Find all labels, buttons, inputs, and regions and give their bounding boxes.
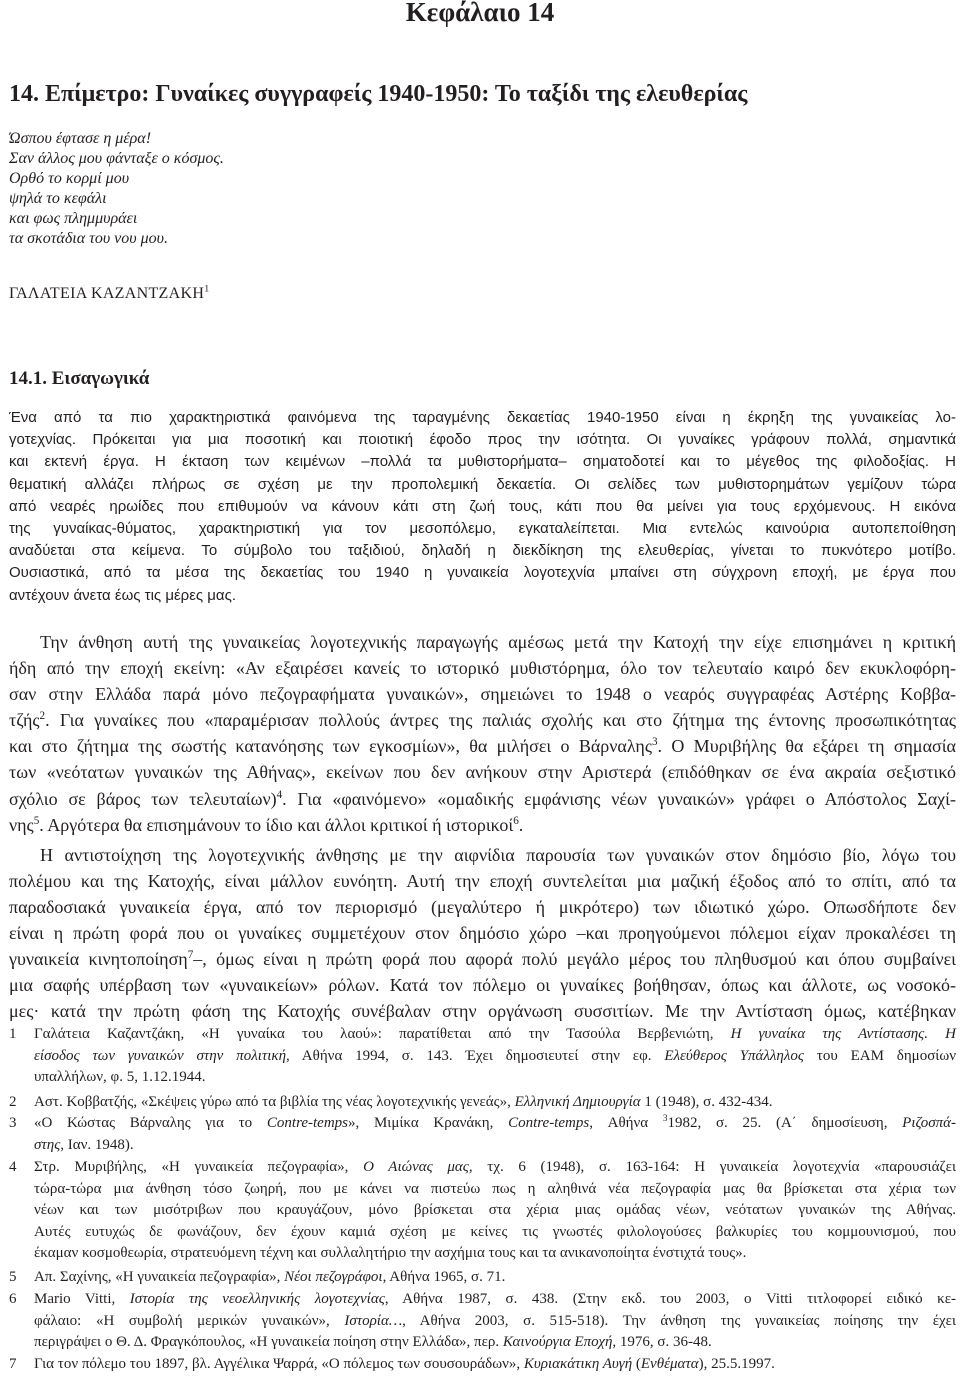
text-span: νης xyxy=(9,814,34,835)
italic-title: Ελεύθερος Υπάλληλος xyxy=(664,1047,804,1064)
text-span: ( xyxy=(632,1356,641,1372)
epigraph-author-name: ΓΑΛΑΤΕΙΑ ΚΑΖΑΝΤΖΑΚΗ xyxy=(9,285,205,302)
italic-title: Κυριακάτικη Αυγή xyxy=(523,1356,633,1372)
italic-title: Ενθέματα xyxy=(640,1356,699,1372)
text-span: , τχ. 6 (1948), σ. 163-164: Η γυναικεία λογοτεχνία «παρουσιάζει xyxy=(468,1159,956,1175)
text-span: 1 (1948), σ. 432-434. xyxy=(640,1094,773,1110)
footnote-ref[interactable]: 5 xyxy=(33,814,40,827)
text-line xyxy=(9,786,956,812)
footnote-text xyxy=(34,1113,956,1156)
text-span: , 1976, σ. 36-48. xyxy=(612,1334,712,1350)
footnote-number: 6 xyxy=(9,1291,17,1307)
text-span: . Αργότερα θα επισημάνουν το ίδιο και άλλοι κριτικοί ή ιστορικοί xyxy=(39,814,514,835)
footnote xyxy=(9,1113,956,1156)
text-line: μες· κατά την πρώτη φάση της Κατοχής συνέβαλαν στην οργάνωση συσσιτίων. Με την Αντίσταση όμως, κατέβηκαν xyxy=(9,1001,956,1022)
text-span: ), 25.5.1997. xyxy=(698,1356,775,1372)
text-span: , Αθήνα 1994, σ. 143. Έχει δημοσιευτεί στην εφ. xyxy=(286,1047,665,1064)
italic-title: Ιστορία… xyxy=(344,1312,403,1329)
text-span: σχόλιο σε βάρος των τελευταίων) xyxy=(9,788,277,809)
italic-title: Ο Αιώνας μας xyxy=(363,1159,469,1175)
text-line: από νεαρές ηρωίδες που επιθυμούν να κάνουν κάτι στη ζωή τους, κάτι που θα μείνει για τους ερχόμενους. Η εικόνα xyxy=(9,497,956,515)
text-line: νέων και των μισότριβων που κραυγάζουν, μόνο βρίσκεται στα χέρια μιας ομάδας νέων, νεότατων γυναικών της Αθήνας. xyxy=(34,1202,956,1218)
italic-title: Ριζοσπά- xyxy=(902,1115,956,1131)
text-span: », Μιμίκα Κρανάκη, xyxy=(348,1115,509,1131)
text-line: Ένα από τα πιο χαρακτηριστικά φαινόμενα της ταραγμένης δεκαετίας 1940-1950 είναι η έκρηξη της γυναικείας λο- xyxy=(9,409,956,426)
footnote xyxy=(9,1289,956,1354)
text-line xyxy=(34,1332,956,1354)
text-span: Απ. Σαχίνης, «Η γυναικεία πεζογραφία», xyxy=(34,1269,285,1285)
epigraph xyxy=(9,129,224,249)
text-span: –, όμως είναι η πρώτη φορά που αφορά πολύ μεγάλο μέρος του πληθυσμού και όπου συμβαίνει xyxy=(193,949,957,970)
footnote-text xyxy=(34,1354,956,1376)
text-line: παραδοσιακά γυναικεία έργα, από τον περιορισμό (μεγαλύτερο ή μικρότερο) των ιδιωτικό χώρο. Οπωσδήποτε δεν xyxy=(9,896,956,917)
text-line xyxy=(9,707,956,733)
text-line xyxy=(34,1092,956,1114)
italic-title: Νέοι πεζογράφοι xyxy=(284,1269,383,1285)
footnote-ref[interactable]: 2 xyxy=(39,710,46,723)
text-line xyxy=(34,1289,956,1311)
text-line: μια σαφής υπέρβαση των «γυναικείων» ρόλων. Κατά τον πόλεμο οι γυναίκες βοήθησαν, όπως και άλλοτε, ως νοσοκό- xyxy=(9,975,956,996)
text-span: φάλαιο: «Η συμβολή μερικών γυναικών», xyxy=(34,1312,345,1329)
footnote xyxy=(9,1354,956,1376)
chapter-title: Κεφάλαιο 14 xyxy=(405,0,555,27)
footnote xyxy=(9,1092,956,1114)
italic-title: Η γυναίκα της Αντίστασης. Η xyxy=(730,1026,957,1042)
footnote xyxy=(9,1024,956,1089)
edition-superscript: 3 xyxy=(662,1114,668,1124)
italic-title: Καινούργια Εποχή xyxy=(502,1334,613,1350)
footnote-ref[interactable]: 1 xyxy=(204,283,210,295)
text-line: είναι η πρώτη φορά που οι γυναίκες συμμετέχουν στον δημόσιο χώρο –και προηγούμενοι πόλεμοι είχαν προκαλέσει τη xyxy=(9,923,956,944)
text-line: αντέχουν άνετα έως τις μέρες μας. xyxy=(9,586,236,604)
epigraph-line: ψηλά το κεφάλι xyxy=(9,190,107,207)
text-span: Γαλάτεια Καζαντζάκη, «Η γυναίκα του λαού»: παρατίθεται από την Τασούλα Βερβενιώτη, xyxy=(34,1026,731,1042)
text-line: αναδύεται στα κείμενα. Το σύμβολο του ταξιδιού, δηλαδή η διεκδίκηση της ελευθερίας, γίνεται το πυκνότερο μοτίβο. xyxy=(9,542,956,560)
text-line xyxy=(34,1354,956,1376)
text-line: γοτεχνίας. Πρόκειται για μια ποσοτική και ποιοτική έφοδο προς την ισότητα. Οι γυναίκες γράφουν πολλά, σημαντικά xyxy=(9,431,956,449)
text-line: Την άνθηση αυτή της γυναικείας λογοτεχνικής παραγωγής αμέσως μετά την Κατοχή την είχε επισημάνει η κριτική xyxy=(40,632,956,652)
italic-title: Contre-temps xyxy=(266,1115,348,1131)
footnote-ref[interactable]: 3 xyxy=(651,736,658,749)
text-line: θεματική αλλάζει πλήρως σε σχέση με την προπολεμική δεκαετία. Οι σελίδες των μυθιστορημάτων γεμίζουν τώρα xyxy=(9,475,956,493)
text-line xyxy=(34,1267,956,1289)
text-line: υπαλλήλων, φ. 5, 1.12.1944. xyxy=(34,1069,206,1085)
text-line xyxy=(9,946,956,972)
epigraph-line: και φως πλημμυράει xyxy=(9,210,138,227)
footnote-number: 3 xyxy=(9,1115,17,1131)
text-span: τζής xyxy=(9,710,40,731)
text-span: και στο ζήτημα της σωστής κατανόησης των εγκοσμίων», θα μιλήσει ο Βάρναλης xyxy=(9,736,652,757)
footnote-ref[interactable]: 7 xyxy=(187,949,194,962)
text-line xyxy=(34,1157,956,1179)
italic-title: στης xyxy=(34,1136,61,1153)
text-span: . Για «φαινόμενο» «ομαδικής εμφάνισης νέων γυναικών» γράφει ο Απόστολος Σαχί- xyxy=(282,788,956,809)
text-span: Για τον πόλεμο του 1897, βλ. Αγγέλικα Ψαρρά, «Ο πόλεμος των σουσουράδων», xyxy=(34,1356,524,1372)
text-span: , Αθήνα 2003, σ. 515-518). Την άνθηση της γυναικείας ποίησης την έχει xyxy=(402,1312,956,1329)
footnote-number: 1 xyxy=(9,1026,17,1042)
text-line xyxy=(34,1135,956,1157)
footnote-number: 5 xyxy=(9,1269,17,1285)
text-line xyxy=(34,1113,956,1135)
text-span: . Για γυναίκες που «παραμέρισαν πολλούς άντρες της παλιάς σχολής και στο ζήτημα της έντονης προσωπικότητας xyxy=(45,710,956,731)
text-line: έκαμαν κοσμοθεωρία, στρατευόμενη τέχνη και συλλαλητήριο την ασχήμια τους και τα ανικανοποίητα ένστιχτά τους». xyxy=(34,1245,747,1261)
text-span: , Αθήνα xyxy=(589,1115,663,1131)
footnote-text xyxy=(34,1092,956,1114)
text-line: πολέμου και της Κατοχής, είναι μάλλον ευνόητη. Αυτή την εποχή συντελείται μια μαζική έξοδος από το σπίτι, από τα xyxy=(9,870,956,891)
text-line: Η αντιστοίχηση της λογοτεχνικής άνθησης με την αιφνίδια παρουσία των γυναικών στον δημόσιο βίο, λόγω του xyxy=(40,844,956,865)
text-line: τώρα-τώρα μια άνθηση τόσο ζωηρή, που με κάνει να πιστεύω πως η αληθινά νέα πεζογραφία μας θα βρίσκεται στα χέρια των xyxy=(34,1180,956,1197)
italic-title: Ιστορία της νεοελληνικής λογοτεχνίας xyxy=(129,1291,385,1307)
footnote-number: 2 xyxy=(9,1094,17,1110)
text-line: Αυτές ευτυχώς δε φωνάζουν, δεν έχουν καμιά σχέση με κείνες τις γνωστές φιλολογούσες βαλκυρίες του κομμουνισμού, που xyxy=(34,1223,956,1240)
section-title: 14. Επίμετρο: Γυναίκες συγγραφείς 1940-1950: Το ταξίδι της ελευθερίας xyxy=(9,81,748,107)
text-span: , Αθήνα 1987, σ. 438. (Στην εκδ. του 2003, ο Vitti τιτλοφορεί ειδικό κε- xyxy=(384,1291,956,1307)
text-line: και εκτενή έργα. Η έκταση των κειμένων –πολλά τα μυθιστορήματα– σηματοδοτεί και το μέγεθος της φιλοδοξίας. Η xyxy=(9,453,956,471)
epigraph-line: Ορθό το κορμί μου xyxy=(9,170,130,187)
footnote-ref[interactable]: 4 xyxy=(276,788,283,801)
text-line xyxy=(34,1024,956,1046)
text-span: Αστ. Κοββατζής, «Σκέψεις γύρω από τα βιβλία της νέας λογοτεχνικής γενεάς», xyxy=(34,1094,515,1110)
italic-title: Contre-temps xyxy=(508,1115,590,1131)
text-span: γυναικεία κινητοποίηση xyxy=(9,949,188,970)
text-line: της γυναίκας-θύματος, χαρακτηριστική για τον μεσοπόλεμο, εγκαταλείπεται. Μια εντελώς καινούρια αυτοπεποίθηση xyxy=(9,520,956,538)
text-line: Ουσιαστικά, από τα μέσα της δεκαετίας του 1940 η γυναικεία λογοτεχνία μπαίνει στη σύγχρονη εποχή, με έργα που xyxy=(9,564,956,582)
italic-title: Ελληνική Δημιουργία xyxy=(514,1094,641,1110)
footnote-number: 7 xyxy=(9,1356,17,1372)
text-line: ήδη από την εποχή εκείνη: «Αν εξαιρέσει κανείς το ιστορικό μυθιστόρημα, όλο τον τελευταίο καιρό δεν εκυκλοφόρη- xyxy=(9,658,956,679)
subsection-title: 14.1. Εισαγωγικά xyxy=(9,368,150,389)
footnote xyxy=(9,1157,956,1265)
footnote-number: 4 xyxy=(9,1159,17,1175)
epigraph-line: Σαν άλλος μου φάνταξε ο κόσμος. xyxy=(9,150,224,167)
epigraph-line: τα σκοτάδια του νου μου. xyxy=(9,230,168,247)
text-line: των «νεότατων γυναικών της Αθήνας», εκείνων που δεν ανήκουν στην Αριστερά (επιδόθηκαν σε ένα ακραία σεξιστικό xyxy=(9,762,956,783)
text-span: Mario Vitti, xyxy=(34,1291,130,1307)
footnote xyxy=(9,1267,956,1289)
footnote-ref[interactable]: 6 xyxy=(513,814,519,827)
text-line xyxy=(34,1046,956,1068)
text-line xyxy=(9,733,956,759)
footnote-text xyxy=(34,1267,956,1289)
text-span: του ΕΑΜ δημοσίων xyxy=(803,1047,956,1064)
text-span: «Ο Κώστας Βάρναλης για το xyxy=(34,1115,267,1131)
text-line xyxy=(9,812,956,838)
epigraph-line: Ώσπου έφτασε η μέρα! xyxy=(9,130,152,147)
text-span: , Αθήνα 1965, σ. 71. xyxy=(382,1269,506,1285)
text-line xyxy=(34,1311,956,1333)
intro-paragraph xyxy=(9,407,956,607)
text-span: . xyxy=(518,814,524,835)
footnote-text xyxy=(34,1024,956,1089)
footnote-text xyxy=(34,1289,956,1354)
text-span: Στρ. Μυριβήλης, «Η γυναικεία πεζογραφία», xyxy=(34,1159,364,1175)
text-span: . Ο Μυριβήλης θα εξάρει τη σημασία xyxy=(657,736,956,757)
text-span: , Ιαν. 1948). xyxy=(60,1136,134,1153)
text-span: 1982, σ. 25. (Α΄ δημοσίευση, xyxy=(667,1115,903,1131)
epigraph-author xyxy=(9,284,209,304)
body-text xyxy=(9,629,956,1024)
text-line: σαν στην Ελλάδα παρά μόνο πεζογραφήματα γυναικών», σημειώνει το 1948 ο νεαρός συγγραφέας Αστέρης Κοββα- xyxy=(9,684,956,705)
footnote-text xyxy=(34,1157,956,1265)
text-span: περιγράψει ο Θ. Δ. Φραγκόπουλος, «Η γυναικεία ποίηση στην Ελλάδα», περ. xyxy=(34,1334,503,1350)
italic-title: είσοδος των γυναικών στην πολιτική xyxy=(34,1047,287,1064)
